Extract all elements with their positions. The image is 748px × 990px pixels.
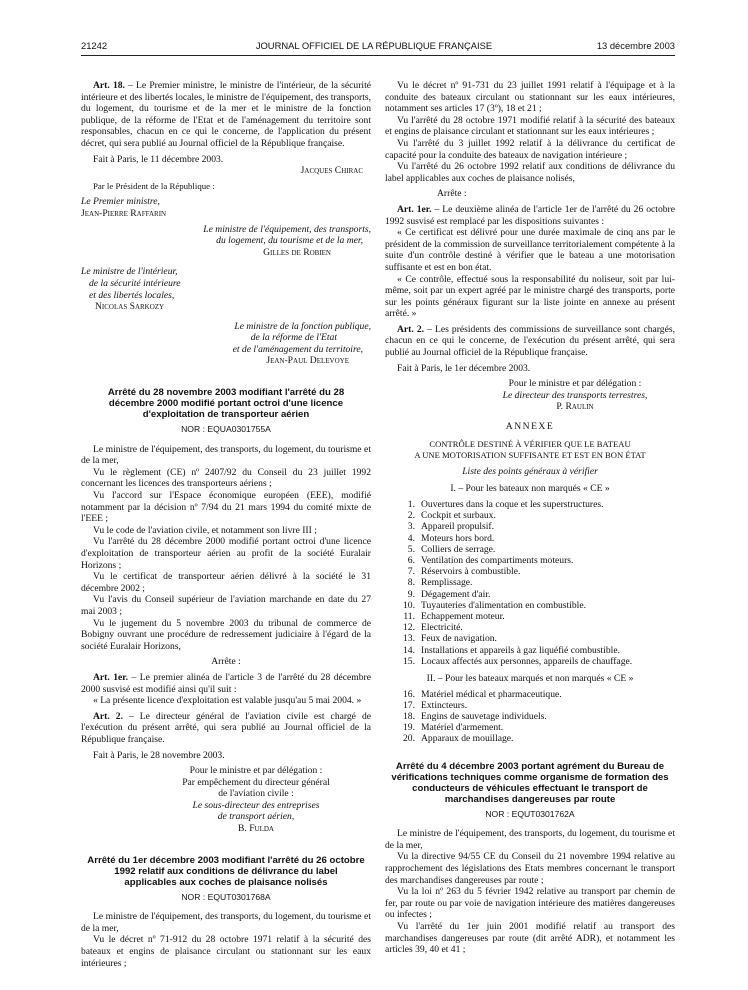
right-column [385,80,675,956]
list-item-text: Engins de sauvetage individuels. [421,711,547,723]
fp-title-2: de la réforme de l'Etat [250,332,337,344]
section-1-heading: I. – Pour les bateaux non marqués « CE » [450,483,610,495]
list-item-number: 3. [407,521,415,533]
list-item [385,589,675,600]
article-2: Art. 2. – Le directeur général de l'aviation civile est chargé de l'exécution du présent arrêté, qui sera publié au Journal officiel de la République française. [81,710,372,745]
paragraph: Vu la loi nº 263 du 5 février 1942 relative au transport par chemin de fer, par route ou par voie de navigation intérieure des matières dangereuses ou infectes ; [385,886,675,921]
pm-title: Le Premier ministre, [81,196,160,208]
paragraph: Le ministre de l'équipement, des transports, du logement, du tourisme et de la mer, [81,443,371,467]
quote-paragraph: « Ce certificat est délivré pour une durée maximale de cinq ans par le président de la commission de surveillance territorialement compétente à la suite d'un contrôle destiné à vérifier que le bateau a une motorisation suffisante et est en bon état. [385,227,675,273]
list-item [385,622,675,633]
paragraph: Vu l'arrêté du 28 décembre 2000 modifié portant octroi d'une licence d'exploitation de transporteur aérien au profit de la société Euralair Horizons ; [81,536,371,571]
paragraph: Vu le certificat de transporteur aérien délivré à la société le 31 décembre 2002 ; [81,571,371,594]
eq-title-2: du logement, du tourisme et de la mer, [216,235,363,247]
eq-name: Gilles de Robien [263,246,331,258]
list-item [385,700,675,711]
list-item-text: Ouvertures dans la coque et les superstructures. [421,499,604,510]
list-item-text: Dégagement d'air. [421,588,491,600]
list-item [385,656,675,667]
paragraph: Vu l'accord sur l'Espace économique européen (EEE), modifié notamment par la décision nº 7/94 du 21 mars 1994 du comité mixte de l'EEE ; [81,490,371,525]
list-item-number: 5. [407,543,415,555]
quote-paragraph: « Ce contrôle, effectué sous la responsabilité du noliseur, soit par lui-même, soit par un expert agréé par le ministre chargé des transports, porte sur les points généraux figurant sur la liste jointe en annexe au présent arrêté. » [385,273,675,320]
list-item [385,722,675,733]
list-item-number: 16. [403,688,415,700]
list-item [385,711,675,722]
list-item [385,566,675,577]
list-item-number: 2. [407,510,415,522]
fp-title-1: Le ministre de la fonction publique, [234,320,371,332]
list-item-text: Appareil propulsif. [421,521,495,533]
list-item-text: Remplissage. [421,577,473,589]
list-item-text: Matériel médical et pharmaceutique. [421,688,562,700]
paragraph: Vu l'arrêté du 26 octobre 1992 relatif aux conditions de délivrance du label applicables aux coches de plaisance nolisés, [385,161,675,184]
arrete-28-nov-title: Arrêté du 28 novembre 2003 modifiant l'arrêté du 28 décembre 2000 modifié portant octroi d'une licence d'exploitation de transporteur aérien [107,387,345,421]
list-item [385,499,675,510]
list-item [385,611,675,622]
header-rule [81,55,675,56]
article-2: Art. 2. – Les présidents des commissions de surveillance sont chargés, chacun en ce qui le concerne, de l'exécution du présent arrêté, qui sera publié au Journal officiel de la République française. [385,323,675,359]
signature-line: Le sous-directeur des entreprises [192,799,320,811]
signature-name: B. Fulda [238,823,274,835]
paragraph: Vu le règlement (CE) nº 2407/92 du Conseil du 23 juillet 1992 concernant les licences des transporteurs aériens ; [81,466,371,490]
arrete-28-nov-nor: NOR : EQUA0301755A [181,424,271,435]
list-item-number: 14. [403,644,415,656]
article-1-quote: « La présente licence d'exploitation est valable jusqu'au 5 mai 2004. » [93,695,362,707]
arrete-label: Arrête : [211,656,241,668]
list-item-text: Electricité. [421,622,463,634]
paragraph: Le ministre de l'équipement, des transports, du logement, du tourisme et de la mer, [81,911,371,934]
list-item-text: Ventilation des compartiments moteurs. [421,555,574,567]
checklist-2 [385,689,675,745]
list-item-text: Réservoirs à combustible. [421,566,521,578]
article-1: Art. 1er. – Le premier alinéa de l'article 3 de l'arrêté du 28 décembre 2000 susvisé est modifié ainsi qu'il suit : [81,671,372,695]
list-item-number: 6. [407,555,415,567]
list-item-number: 18. [403,711,415,723]
arrete-4-dec-nor: NOR : EQUT0301762A [485,808,575,819]
list-item-text: Apparaux de mouillage. [421,733,514,745]
fp-title-3: et de l'aménagement du territoire, [232,343,363,355]
journal-title: JOURNAL OFFICIEL DE LA RÉPUBLIQUE FRANÇAISE [255,40,493,51]
list-item-text: Cockpit et surbaux. [421,510,496,522]
list-item-text: Echappement moteur. [421,611,505,623]
list-item-number: 9. [407,588,415,600]
fait-paris-2: Fait à Paris, le 28 novembre 2003. [93,749,225,761]
list-item-number: 1. [407,499,415,510]
list-item-text: Extincteurs. [421,699,468,711]
list-item [385,510,675,521]
paragraph: Vu l'arrêté du 28 octobre 1971 modifié relatif à la sécurité des bateaux et engins de plaisance circulant et stationnant sur les eaux intérieures ; [385,114,675,138]
int-title-3: et des libertés locales, [89,289,175,301]
list-item-number: 15. [403,655,415,667]
article-1: Art. 1er. – Le deuxième alinéa de l'article 1er de l'arrêté du 26 octobre 1992 susvisé est remplacé par les dispositions suivantes : [385,203,675,227]
list-item [385,521,675,532]
header-date: 13 décembre 2003 [596,40,675,51]
list-item [385,733,675,744]
list-item-text: Matériel d'armement. [421,722,504,734]
arrete-4-dec-title: Arrêté du 4 décembre 2003 portant agrément du Bureau de vérifications techniques comme organisme de formation des conducteurs de véhicules effectuant le transport de marchandises dangereuses par route [391,760,669,805]
list-item-number: 7. [407,566,415,578]
list-item [385,577,675,588]
par-president: Par le Président de la République : [93,180,215,191]
paragraph: Vu l'arrêté du 1er juin 2001 modifié relatif au transport des marchandises dangereuses par route (dit arrêté ADR), et notamment les articles 39, 40 et 41 ; [385,921,675,956]
article-18: Art. 18. – Le Premier ministre, le ministre de l'intérieur, de la sécurité intérieure et des libertés locales, le ministre de l'équipement, des transports, du logement, du tourisme et de la mer et le ministre de la fonction publique, de la réforme de l'Etat et de l'aménagement du territoire sont responsables, chacun en ce qui le concerne, de l'application du présent décret, qui sera publié au Journal officiel de la République française. [81,80,371,149]
list-item-text: Moteurs hors bord. [421,532,495,544]
list-item-number: 17. [403,699,415,711]
pm-name: Jean-Pierre Raffarin [81,207,167,219]
liste-heading: Liste des points généraux à vérifier [462,465,598,477]
int-name: Nicolas Sarkozy [95,301,165,313]
controle-heading-2: A UNE MOTORISATION SUFFISANTE ET EST EN BON ÉTAT [414,450,646,461]
list-item-text: Colliers de serrage. [421,543,496,555]
paragraph: Vu l'arrêté du 3 juillet 1992 relatif à la délivrance du certificat de capacité pour la conduite des bateaux de navigation intérieure ; [385,137,675,161]
paragraph: Vu la directive 94/55 CE du Conseil du 21 novembre 1994 relative au rapprochement des législations des Etats membres concernant le transport des marchandises dangereuses par route ; [385,851,675,886]
signature-line: Le directeur des transports terrestres, [502,389,648,401]
controle-heading-1: CONTRÔLE DESTINÉ À VÉRIFIER QUE LE BATEAU [429,438,631,449]
signature-line: de transport aérien, [217,811,295,823]
int-title-1: Le ministre de l'intérieur, [81,266,178,278]
fp-name: Jean-Paul Delevoye [266,355,349,367]
list-item-number: 4. [407,532,415,544]
list-item-number: 10. [403,599,415,611]
signature-line: Pour le ministre et par délégation : [189,765,323,777]
list-item [385,645,675,656]
left-column [81,80,371,969]
paragraph: Vu l'avis du Conseil supérieur de l'aviation marchande en date du 27 mai 2003 ; [81,594,371,617]
list-item [385,544,675,555]
arrete-1-dec-title: Arrêté du 1er décembre 2003 modifiant l'arrêté du 26 octobre 1992 relatif aux conditions de délivrance du label applicables aux coches de plaisance nolisés [87,854,365,888]
list-item [385,633,675,644]
signature-line: de l'aviation civile : [218,788,294,800]
list-item-text: Locaux affectés aux personnes, appareils de chauffage. [421,655,633,667]
list-item-text: Installations et appareils à gaz liquéfié combustible. [421,644,621,656]
paragraph: Vu le décret nº 91-731 du 23 juillet 1991 relatif à l'équipage et à la conduite des bateaux circulant ou stationnant sur les eaux intérieures, notamment ses articles 17 (3º), 18 et 21 ; [385,80,675,115]
signature-line: Pour le ministre et par délégation : [508,378,642,390]
paragraph: Le ministre de l'équipement, des transports, du logement, du tourisme et de la mer, [385,828,675,851]
list-item-number: 8. [407,577,415,589]
int-title-2: de la sécurité intérieure [89,277,181,289]
list-item-number: 13. [403,633,415,645]
list-item-number: 19. [403,722,415,734]
list-item-number: 20. [403,733,415,745]
arrete-1-dec-nor: NOR : EQUT0301768A [181,891,271,902]
page-number: 21242 [81,40,108,51]
list-item-number: 11. [403,611,415,623]
eq-title-1: Le ministre de l'équipement, des transports, [203,223,371,235]
list-item [385,689,675,700]
signature-chirac: Jacques Chirac [300,165,363,177]
signature-name: P. Raulin [556,401,594,413]
annexe-heading: ANNEXE [505,421,555,433]
paragraph: Vu le code de l'aviation civile, et notamment son livre III ; [93,524,317,536]
list-item [385,533,675,544]
signature-line: Par empêchement du directeur général [182,776,330,788]
list-item-number: 12. [403,622,415,634]
paragraph: Vu le décret nº 71-912 du 28 octobre 1971 relatif à la sécurité des bateaux et engins de plaisance circulant ou stationnant sur les eaux intérieures ; [81,934,371,969]
fait-paris-3: Fait à Paris, le 1er décembre 2003. [397,362,531,374]
section-2-heading: II. – Pour les bateaux marqués et non marqués « CE » [426,673,634,685]
paragraph: Vu le jugement du 5 novembre 2003 du tribunal de commerce de Bobigny ouvrant une procédure de redressement judiciaire à l'égard de la société Euralair Horizons, [81,617,371,652]
arrete-label: Arrête : [437,188,467,200]
list-item-text: Tuyauteries d'alimentation en combustible. [421,599,586,611]
list-item-text: Feux de navigation. [421,633,497,645]
fait-paris-1: Fait à Paris, le 11 décembre 2003. [93,153,224,165]
list-item [385,600,675,611]
checklist-1 [385,499,675,667]
list-item [385,555,675,566]
